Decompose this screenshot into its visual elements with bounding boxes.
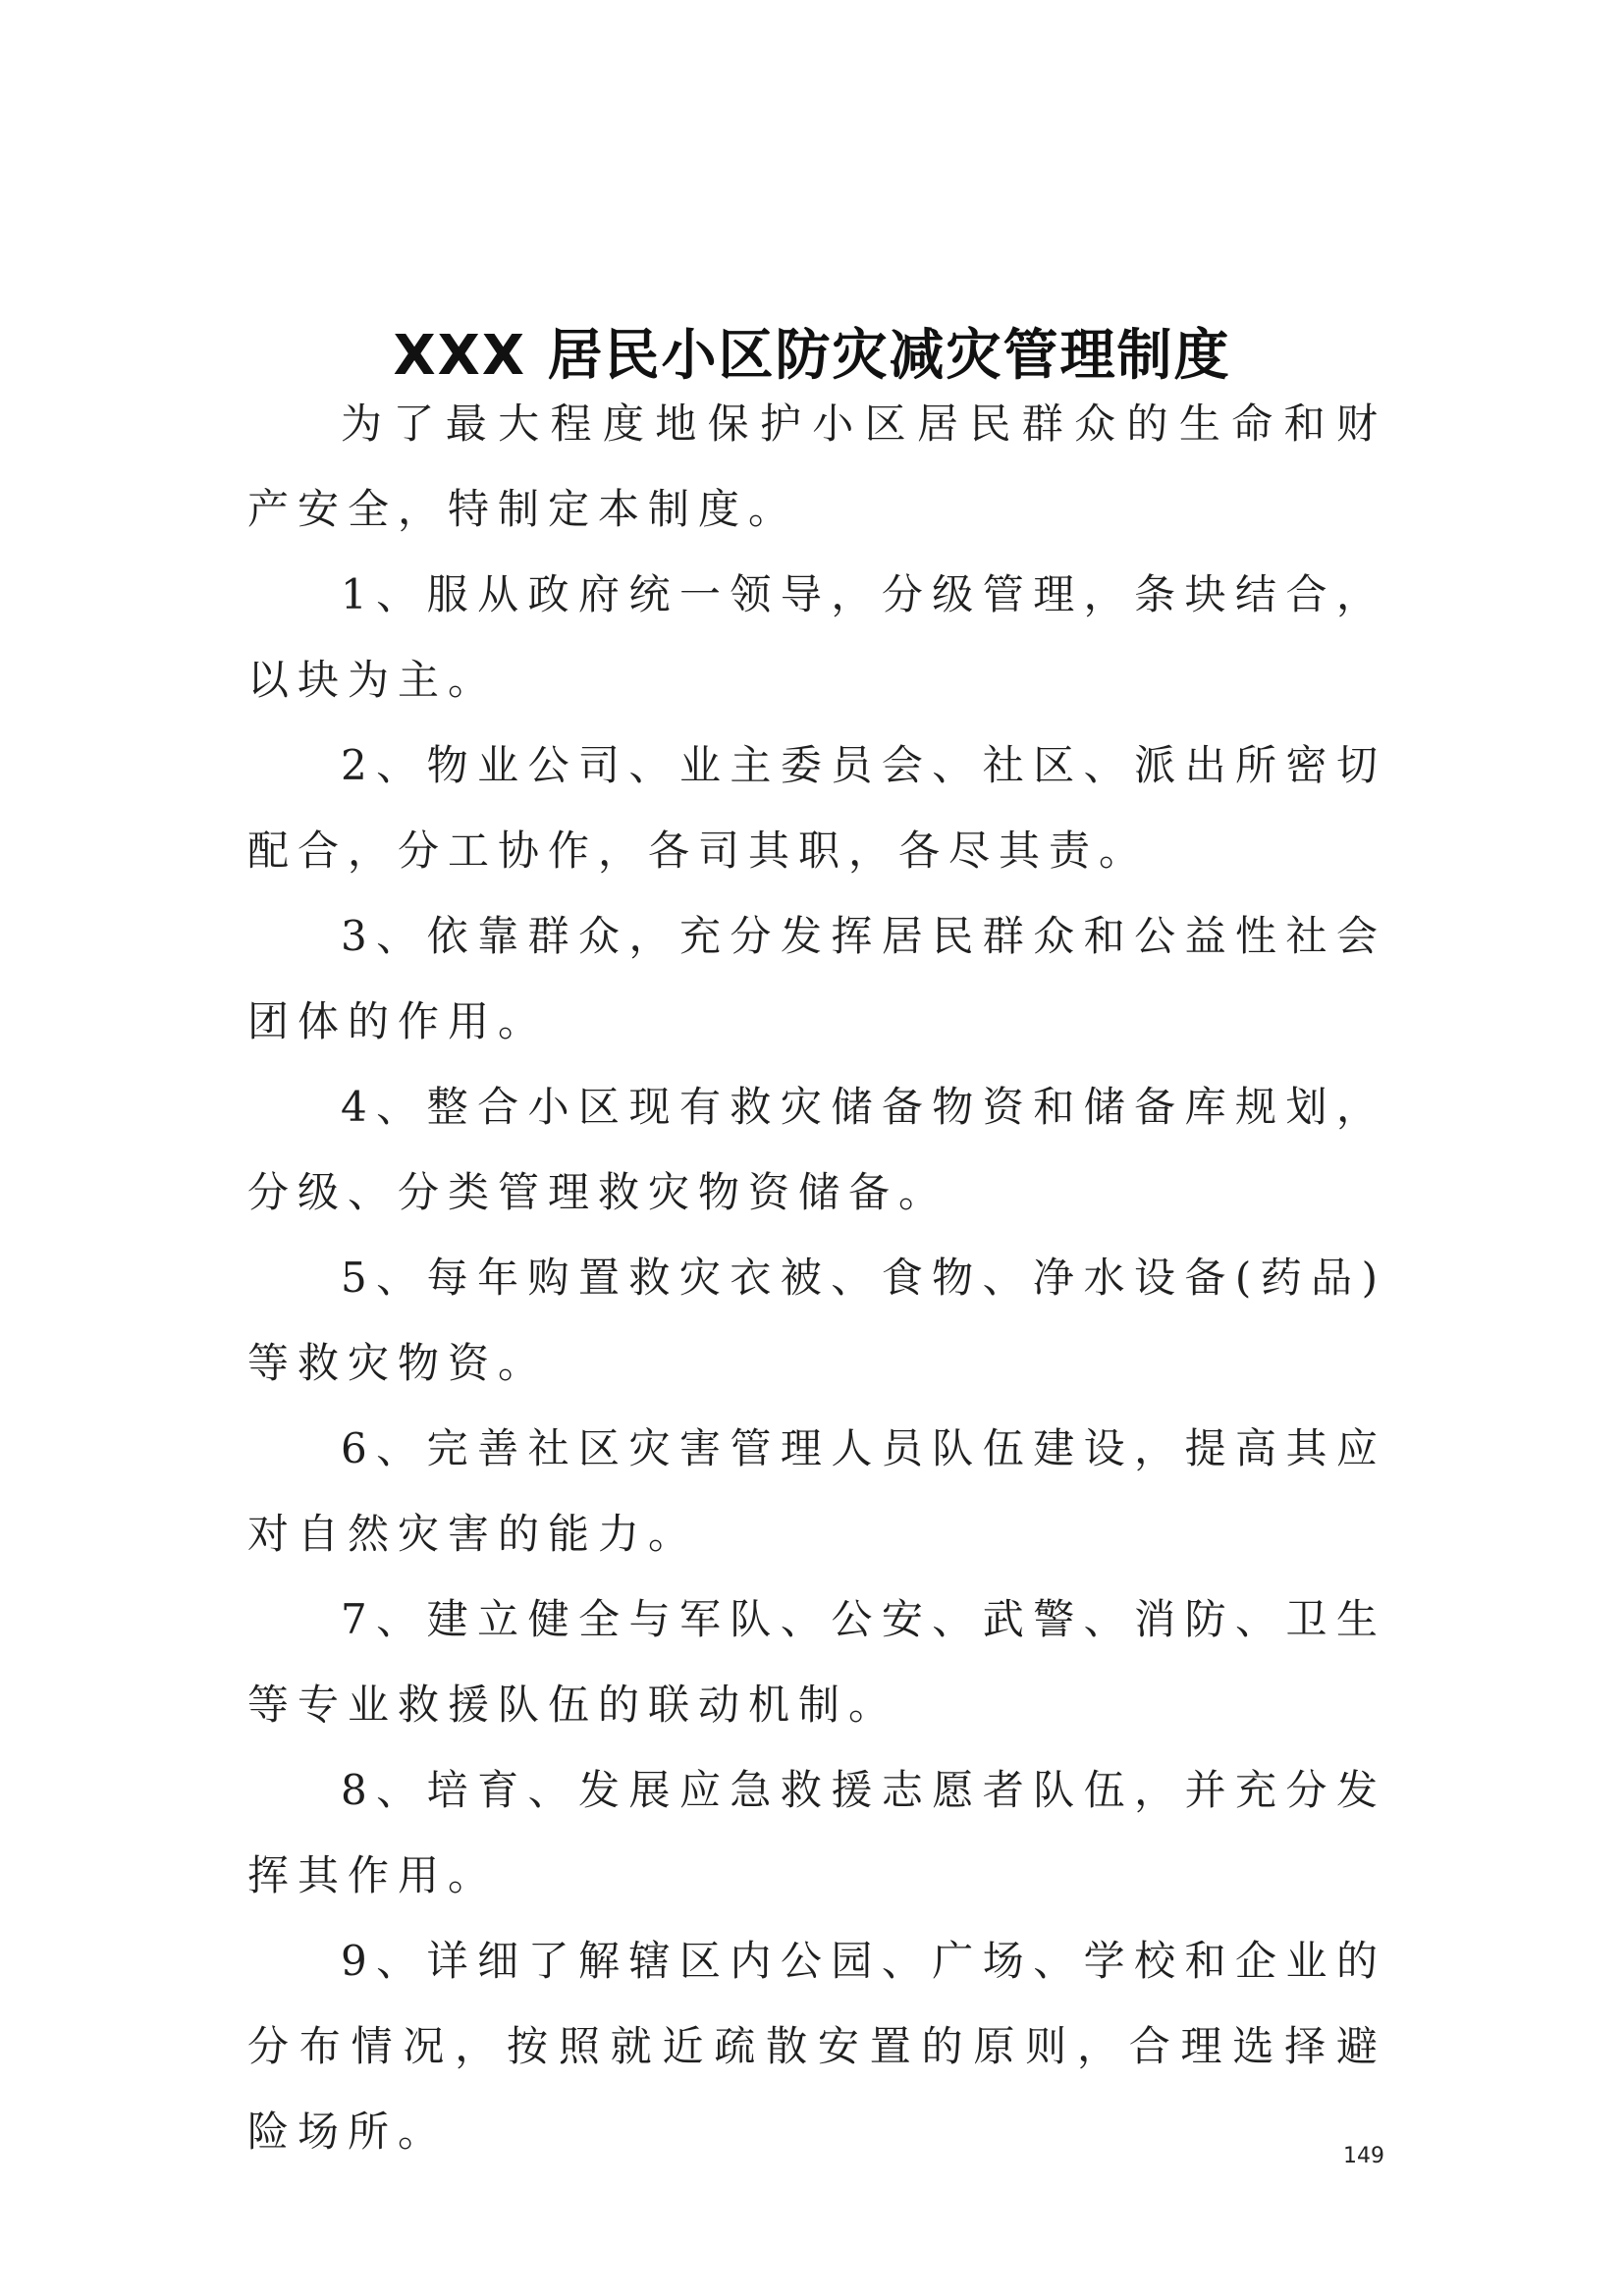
paragraph-item-6: 6、完善社区灾害管理人员队伍建设，提高其应对自然灾害的能力。	[247, 1424, 1386, 1558]
paragraph-item-1: 1、服从政府统一领导，分级管理，条块结合，以块为主。	[247, 570, 1386, 704]
paragraph-item-7: 7、建立健全与军队、公安、武警、消防、卫生等专业救援队伍的联动机制。	[247, 1595, 1386, 1729]
paragraph-item-2: 2、物业公司、业主委员会、社区、派出所密切配合，分工协作，各司其职，各尽其责。	[247, 741, 1386, 875]
paragraph-item-9: 9、详细了解辖区内公园、广场、学校和企业的分布情况，按照就近疏散安置的原则，合理选择避险场所。	[247, 1937, 1386, 2156]
paragraph-item-8: 8、培育、发展应急救援志愿者队伍，并充分发挥其作用。	[247, 1766, 1386, 1899]
paragraph-item-4: 4、整合小区现有救灾储备物资和储备库规划，分级、分类管理救灾物资储备。	[247, 1083, 1386, 1216]
document-body	[247, 381, 1386, 2174]
paragraph-intro: 为了最大程度地保护小区居民群众的生命和财产安全，特制定本制度。	[247, 400, 1386, 533]
paragraph-item-5: 5、每年购置救灾衣被、食物、净水设备(药品)等救灾物资。	[247, 1254, 1386, 1387]
document-title: XXX 居民小区防灾减灾管理制度	[393, 323, 1231, 388]
page-number: 149	[1343, 2144, 1384, 2168]
paragraph-item-3: 3、依靠群众，充分发挥居民群众和公益性社会团体的作用。	[247, 912, 1386, 1045]
